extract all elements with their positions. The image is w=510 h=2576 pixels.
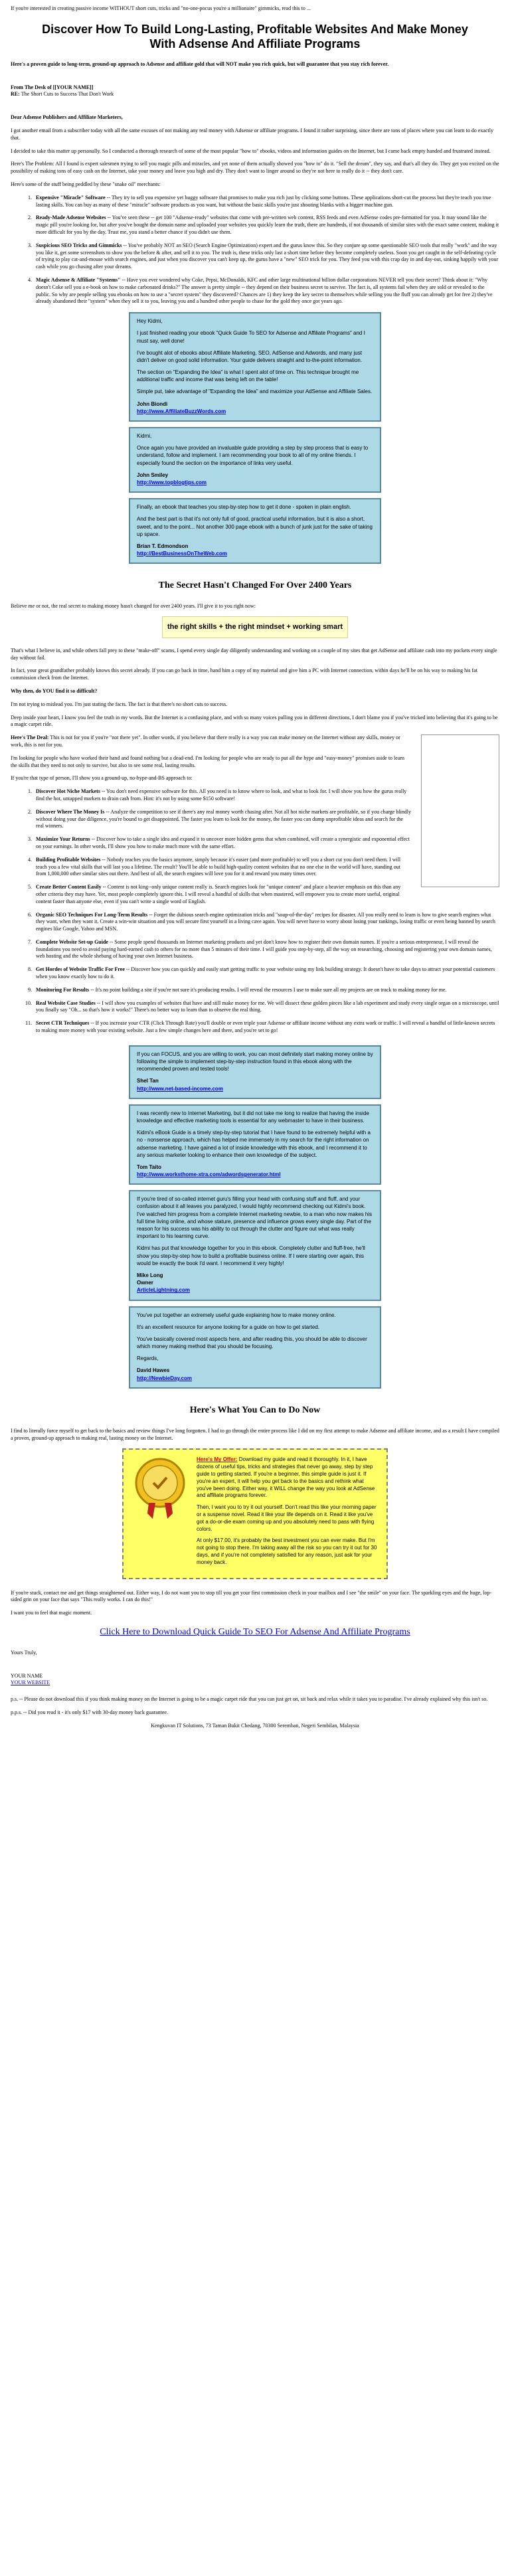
testimonial-text: The section on "Expanding the Idea" is what I spent alot of time on. This technique brought me additional traffic and income that was being left on the table! — [137, 369, 359, 383]
list-item-title: Secret CTR Techniques — [36, 1020, 90, 1027]
testimonial-text: Kidmi, — [137, 433, 152, 439]
deal-label: Here's The Deal: — [11, 734, 49, 741]
list-item — [33, 1000, 499, 1015]
signature-closing: Yours Truly, — [11, 1649, 37, 1656]
testimonial-link[interactable]: http://NewbieDay.com — [137, 1375, 192, 1381]
testimonial-author: Shel Tan — [137, 1078, 159, 1084]
list-item — [33, 966, 499, 981]
guarantee-paragraph: Then, I want you to try it out yourself. Don't read this like your morning paper or a suspense novel. Read it like your life depends on it. Read it like you've got a do-or-die exam coming up and you absolutely need to pass with flying colors. — [197, 1504, 377, 1532]
lead-paragraph: Here's a proven guide to long-term, ground-up approach to Adsense and affiliate gold that will NOT make you rich quick, but will guarantee that you stay rich forever. — [11, 60, 389, 67]
list-item-title: Expensive "Miracle" Software — [36, 194, 106, 201]
list-item-text: -- Discover how you can quickly and easily start getting traffic to your website using my link building strategy. It doesn't have to take days to attract your potential customers when you know exactly how to do it. — [36, 966, 495, 980]
list-item-title: Maximize Your Returns — [36, 836, 90, 843]
testimonial-author: John Smiley — [137, 472, 169, 478]
testimonial-box — [129, 1104, 381, 1185]
body-paragraph: Deep inside your heart, I know you feel the truth in my words. But the Internet is a confusing place, and with so many voices pulling you in different directions, I don't blame you if you've tricked into believing that it's going to be a magic carpet ride. — [11, 714, 498, 728]
list-item — [33, 242, 499, 271]
footer-address: Kengkuvan IT Solutions, 73 Taman Bukit Chedang, 70300 Seremban, Negeri Sembilan, Malaysia — [151, 1722, 359, 1729]
list-item-title: Get Hordes of Website Traffic For Free — [36, 966, 125, 973]
re-line — [11, 91, 499, 98]
list-item-text: -- If you increase your CTR (Click Through Rate) you'll double or even triple your Adsense or affiliate income without any extra work or traffic. I will reveal a handful of little-known secrets to making more money with your existing website. Just a few simple changes here and there, and you're set to go! — [36, 1020, 495, 1034]
testimonial-text: Finally, an ebook that teaches you step-by-step how to get it done - spoken in plain english. — [137, 504, 351, 511]
list-item-title: Real Website Case Studies — [36, 999, 96, 1006]
list-item — [33, 939, 499, 960]
signature-block — [11, 1650, 499, 1687]
testimonial-author: Tom Taito — [137, 1163, 162, 1170]
formula-box: the right skills + the right mindset + working smart — [162, 616, 348, 638]
body-paragraph: In fact, your great grandfather probably knows this secret already. If you can go back in time, hand him a copy of my material and give him a PC with Internet connection, within days he'll be on his way to making his fat commission check from the Internet. — [11, 667, 477, 681]
list-item-text: -- You've seen these -- get 100 "Adsense-ready" websites that come with pre-written web content, RSS feeds and even AdSense codes pre-formatted for you. It may sound like the magic pill you're looking for, but after you've bought the domain name and uploaded your websites you quickly learn the truth, there are hundreds, if not thousands of similar sites with the exact same content, making it more difficult for you by the day. Trust me, you stand a better chance if you didn't use them. — [36, 215, 499, 235]
list-item-title: Magic Adsense & Affiliate "Systems" — [36, 276, 121, 283]
list-item-title: Organic SEO Techniques For Long-Term Results — [36, 911, 148, 918]
testimonial-link[interactable]: http://www.topblogtips.com — [137, 479, 207, 485]
snake-oil-list — [11, 195, 499, 305]
guarantee-box — [122, 1448, 388, 1579]
body-paragraph: I'm looking for people who have worked their hand and found nothing but a dead-end. I'm looking for people who are ready to put all the hype and "easy-money" promises aside to learn the skills that they need to not only to survive, but also to see some real, lasting results. — [11, 754, 405, 768]
list-item-title: Ready-Made Adsense Websites — [36, 215, 106, 221]
body-paragraph: Here's The Problem: All I found is expert salesmen trying to sell you magic pills and miracles, and yet none of them actually showed you "how to" do it. "Sell the dream", they say, and that's all they do. They get you excited on the possibility of making tons of easy cash on the Internet, take your money and leave you high and dry. They don't want to linger around so they're not here to really do it -- they don't care. — [11, 161, 499, 175]
re-text: The Short Cuts to Success That Don't Work — [21, 91, 114, 98]
testimonial-text: If you can FOCUS, and you are willing to work, you can most definitely start making money online by following the simple to implement step-by-step instruction found in this ebook along with the recommended proven and tested tools! — [137, 1051, 373, 1073]
list-item — [33, 215, 499, 236]
guarantee-text — [197, 1456, 379, 1571]
testimonial-author: David Hawes — [137, 1367, 170, 1374]
guarantee-seal-icon — [130, 1456, 190, 1520]
testimonial-text: I was recently new to Internet Marketing, but it did not take me long to realize that having the inside knowledge and effective marketing tools is essential for any webmaster to have in their business. — [137, 1110, 369, 1124]
testimonial-role: Owner — [137, 1280, 153, 1286]
list-item-title: Discover Hot Niche Markets — [36, 788, 100, 795]
offer-heading: Here's My Offer: — [197, 1456, 238, 1463]
product-image-placeholder — [421, 734, 499, 887]
list-item-text: -- Analyze the competition to see if there's any real money worth chasing after. Not all hot niche markets are profitable, so if you charge blindly without doing your due diligence, you're bound to get disappointed. The faster you learn to look for the money, the faster you can dump unprofitable ideas and search for the real winners. — [36, 808, 411, 829]
testimonial-author: John Biondi — [137, 400, 168, 407]
testimonial-author: Brian T. Edmondson — [137, 543, 189, 549]
testimonial-link[interactable]: http://BestBusinessOnTheWeb.com — [137, 551, 227, 557]
testimonial-text: Once again you have provided an invaluable guide providing a step by step process that is easy to understand, follow and implement. I am recommending your book to all of my online friends. I especially found the section on the importance of links very useful. — [137, 445, 369, 466]
guarantee-paragraph — [197, 1456, 379, 1500]
list-item-title: Discover Where The Money Is — [36, 808, 105, 815]
testimonial-text: Kidmi has put that knowledge together for you in this ebook. Completely clutter and fluff-free, he'll show you step-by-step how to build a profitable business online. If I were starting over again, this would be exactly the book I'd want. I recommend it very highly! — [137, 1245, 365, 1266]
list-item-title: Create Better Content Easily — [36, 884, 102, 891]
list-item-title: Complete Website Set-up Guide — [36, 938, 108, 945]
list-item-title: Suspicious SEO Tricks and Gimmicks — [36, 242, 122, 248]
list-item-text: -- Nobody teaches you the basics anymore, simply because it's easier (and more profitable) to sell you a short cut you don't need them. I will teach you a few vital skills that will last you a lifetime. The result? You'll be able to build high-quality content websites that no one else in the world will have, standing out from 1,000,000 other similar sites out there. And best of all, the search engines will love you for it and reward you many times over. — [36, 856, 401, 877]
body-paragraph: Believe me or not, the real secret to making money hasn't changed for over 2400 years. I'll give it to you right now: — [11, 603, 256, 610]
ps-paragraph — [11, 1696, 499, 1703]
body-paragraph: I want you to feel that magic moment. — [11, 1610, 92, 1616]
list-item — [33, 912, 499, 933]
testimonial-box — [129, 312, 381, 422]
list-item-text: -- You don't need expensive software for this. All you need is to know where to look, and what to look for. I will show you how the gurus really find the hot, untapped markets to drain cash from. Hint: it's not by using some $150 software! — [36, 788, 407, 802]
testimonial-text: You've basically covered most aspects here, and after reading this, you should be able to discover which money making method that you should be focusing. — [137, 1335, 367, 1350]
testimonial-text: And the best part is that it's not only full of good, practical useful information, but it is also a short, sweet, and to the point... Not another 300 page ebook with a bunch of junk just for the sake of taking up space. — [137, 516, 373, 537]
body-paragraph: I'm not trying to mislead you. I'm just stating the facts. The fact is that there's no short cuts to success. — [11, 701, 228, 707]
list-item — [33, 1020, 499, 1035]
from-line: From The Desk of [[YOUR NAME]] — [11, 84, 94, 90]
deal-text: This is not for you if you're "not there yet". In other words, if you believe that there really is a way you can make money on the Internet without any skills, money or work, this is not for you. — [11, 734, 400, 748]
list-item-text: -- I will show you examples of websites that have and still make money for me. We will dissect these golden pieces like a lab experiment and study every single organ on a microscope, until you finally say "Oh... so that's how it works!" There's no better way to learn than to observe the real thing. — [36, 999, 499, 1013]
body-paragraph: If you're that type of person, I'll show you a ground-up, no-hype-and-BS approach to: — [11, 775, 193, 782]
list-item-title: Building Profitable Websites — [36, 856, 101, 863]
body-paragraph: If you're stuck, contact me and get things straightened out. Either way, I do not want you to stop till you get your first commission check in your mailbox and I see "the smile" on your face. The sparkling eyes and the huge, lop-sided grin on your face that says "This really works. I can do this!" — [11, 1589, 492, 1603]
list-item-text: -- Have you ever wondered why Coke, Pepsi, McDonalds, KFC and other large multinational billion dollar corporations NEVER tell you their secret? Think about it: "Why doesn't Coke sell you a e-book on how to make carbonated drinks?" The answer is pretty simple -- they depend on their business secret to survive. The fact is, all systems fail when they are sold or revealed to the public. So why are people selling you ebooks on how to use a "secret system" they discovered? Chances are 1) they keep the key secret to themselves while selling you the fluff you can already get for free 2) they've already abandoned their "system" when they sell it to you, leaving you and a hundred other people to chase for the gold they once got years ago. — [36, 276, 493, 305]
testimonial-box — [129, 1190, 381, 1300]
ps-text: p.s. -- Please do not download this if you think making money on the Internet is going to be a magic carpet ride that you can just get on, sit back and relax while it takes you to paradise. I've already explained why this isn't so. — [11, 1696, 488, 1703]
testimonial-text: Regards, — [137, 1355, 159, 1362]
list-item-text: -- They try to sell you expensive yet buggy software that promises to make you rich just by clicking some buttons. These applications short-cut the process but they're teach you true lasting skills. You can buy as many of these "miracle" software products as you want, but without the basic skills you're just shooting blanks with a bigger machine gun. — [36, 194, 491, 208]
section-heading: Here's What You Can to Do Now — [189, 1405, 321, 1415]
testimonial-text: Simple put, take advantage of "Expanding the Idea" and maximize your AdSense and Affiliate Sales. — [137, 388, 373, 395]
from-block — [11, 84, 499, 99]
pps-paragraph — [11, 1709, 499, 1717]
testimonial-text: Kidmi's eBook Guide is a timely step-by-step tutorial that I have found to be extremely helpful with a no - nonsense approach, which has helped me immensely in my search for the right information on adsense marketing. I have gained a lot of inside knowledge with this ebook, and I recommend it to any serious marketer looking to enhance their own knowledge of the subject. — [137, 1130, 371, 1158]
testimonial-text: Hey Kidmi, — [137, 318, 163, 325]
testimonial-box — [129, 1306, 381, 1389]
pps-text: p.p.s. -- Did you read it - it's only $17 with 30-day money back guarantee. — [11, 1709, 168, 1715]
guarantee-paragraph: At only $17.00, it's probably the best investment you can ever make. But I'm not going to stop there. I'm taking away all the risk so you can try it out for 30 days, and if you're not completely satisfied for any reason, just ask for your money back. — [197, 1537, 377, 1565]
body-paragraph: Here's some of the stuff being peddled by these "snake oil" merchants: — [11, 181, 161, 187]
list-item-text: -- You've probably NOT an SEO (Search Engine Optimization) expert and the gurus know this. So they conjure up some questionable SEO tools that really "work" and the way you like it, get some screenshots to show you the before & after, and sell it to you. The truth is, these tricks only last a short time before they become completely useless. Soon you get caught in the self-defeating cycle of trying to play cat-and-mouse with search engines, and just when you discover you can't keep up, the gurus have a "new" SEO trick for you. They feed you with this crap day in and day-out, sinking happily with your cash while you go chasing after your dreams. — [36, 242, 499, 270]
section-heading: The Secret Hasn't Changed For Over 2400 Years — [158, 580, 352, 591]
headline: Discover How To Build Long-Lasting, Profitable Websites And Make Money With Adsense And Affiliate Programs — [42, 22, 468, 51]
body-paragraph: I got another email from a subscriber today with all the same excuses of not making any real money with Adsense or affiliate programs. I found it rather surprising, since there are tons of places where you can learn to do exactly that. — [11, 127, 493, 141]
testimonial-link[interactable]: http://www.net-based-income.com — [137, 1085, 223, 1092]
testimonial-text: I've bought alot of ebooks about Affiliate Marketing, SEO, AdSense and Adwords, and many just didn't deliver on good solid information. Your guide delivers straight and to-the-point information. — [137, 349, 363, 363]
testimonial-link[interactable]: http://www.worksthome-xtra.com/adwordsgenerator.html — [137, 1171, 281, 1178]
list-item — [33, 195, 499, 209]
offer-text: Download my guide and read it thoroughly. In it, I have dozens of useful tips, tricks and strategies that never go away, step by step guide to getting started. If you're a beginner, this simple guide is just it. If you're an expert, it will help you get back to the basics and rethink what you've been doing. Either way, it WILL change the way you look at AdSense and affiliate programs forever. — [197, 1456, 375, 1499]
testimonial-text: If you're tired of so-called internet guru's filling your head with confusing stuff and fluff, and your confusion about it all leaves you paralyzed, I would highly recommend checking out Kidmi's book. I've watched him progress from a complete Internet marketing newbie, to a man who now makes his full time living online, and whose stature, presence and influence grows every single day. Part of the reason for his success was his ability to cut through the clutter and figure out what was really important to his learning curve. — [137, 1196, 373, 1240]
testimonial-text: It's an excellent resource for anyone looking for a guide on how to get started. — [137, 1324, 320, 1330]
list-item-text: -- Discover how to take a single idea and expand it to uncover more hidden gems that when combined, will create a synergistic and exponential effect on your earnings. In other words, I'll show you how to make much more with the same effort. — [36, 836, 410, 849]
body-paragraph: That's what I believe in, and while others fall prey to these "make-off" scams, I spend every single day diligently understanding and working on a couple of my sites that get AdSense and affiliate cash into my pockets every single day without fail. — [11, 647, 497, 661]
body-paragraph: I decided to take this matter up personally. So I conducted a thorough research of some of the most popular "how to" ebooks, videos and information guides on the Internet, but I came back empty handed and frustrated instead. — [11, 147, 491, 154]
signature-name: YOUR NAME — [11, 1672, 43, 1679]
testimonial-link[interactable]: ArticleLightning.com — [137, 1287, 190, 1294]
signature-website-link[interactable]: YOUR WEBSITE — [11, 1679, 50, 1686]
testimonial-box — [129, 427, 381, 493]
list-item-text: -- It's no point building a site if you're not sure it's producing results. I will reveal the resources I use to make sure all my projects are on track to making money for me. — [90, 986, 447, 993]
testimonial-box — [129, 498, 381, 564]
re-label: RE: — [11, 91, 20, 98]
body-paragraph: I find to literally force myself to get back to the basics and review things I've long forgotten. I had to go through the entire process like I did on my first attempt to make Adsense and affiliate income, and as a result I have compiled a proven, ground-up approach to making real, lasting money on the Internet. — [11, 1427, 499, 1441]
intro-line: If you're interested in creating passive income WITHOUT short cuts, tricks and "no-one-pocus you're a millionaire" gimmicks, read this to ... — [11, 5, 311, 11]
download-link-wrap — [11, 1626, 499, 1639]
testimonial-link[interactable]: http://www.AffiliateBuzzWords.com — [137, 408, 226, 414]
list-item-title: Monitoring For Results — [36, 986, 90, 993]
list-item-text: -- Content is not king--only unique content really is. Search engines look for "unique content" and place a heavier emphasis on this than any other criteria they may have. Yet, most people completely ignore this. I will reveal a handful of skills that when mastered, will empower you to create more useful, original content faster than anyone else, even if you can't write a single word of English. — [36, 884, 401, 904]
testimonial-text: You've put together an extremely useful guide explaining how to make money online. — [137, 1312, 336, 1318]
list-item — [33, 277, 499, 305]
list-item-text: -- Some people spend thousands on Internet marketing products and yet don't know how to register their own domain names. If you're a serious entrepreneur, I will reveal the foundations you need to avoid paying hard-earned cash to others for no more than 5 minutes of their time. I will guide you step-by-step, all the way on researching, choosing and registering your own domain names, web hosting and the whole shebang of having your own Internet business. — [36, 938, 492, 960]
list-item-text: -- Forget the dubious search engine optimization tricks and "soup-of-the-day" recipes for disaster. All you really need to learn is how to give search engines what they want, when they want it. Create a win-win situation and you will secure first yourself in a living cave again. You will never have to worry about losing your rankings, losing traffic or even being banned by search engines like Google, Yahoo and MSN. — [36, 911, 495, 932]
greeting: Dear Adsense Publishers and Affiliate Marketers, — [11, 114, 123, 121]
testimonial-box — [129, 1045, 381, 1099]
list-item — [33, 987, 499, 994]
download-link[interactable]: Click Here to Download Quick Guide To SEO For Adsense And Affiliate Programs — [100, 1626, 410, 1637]
testimonial-author: Mike Long — [137, 1272, 163, 1278]
question-line: Why then, do YOU find it so difficult? — [11, 687, 98, 694]
testimonial-text: I just finished reading your ebook "Quick Guide To SEO for Adsense and Affiliate Programs" and I must say, well done! — [137, 330, 365, 344]
